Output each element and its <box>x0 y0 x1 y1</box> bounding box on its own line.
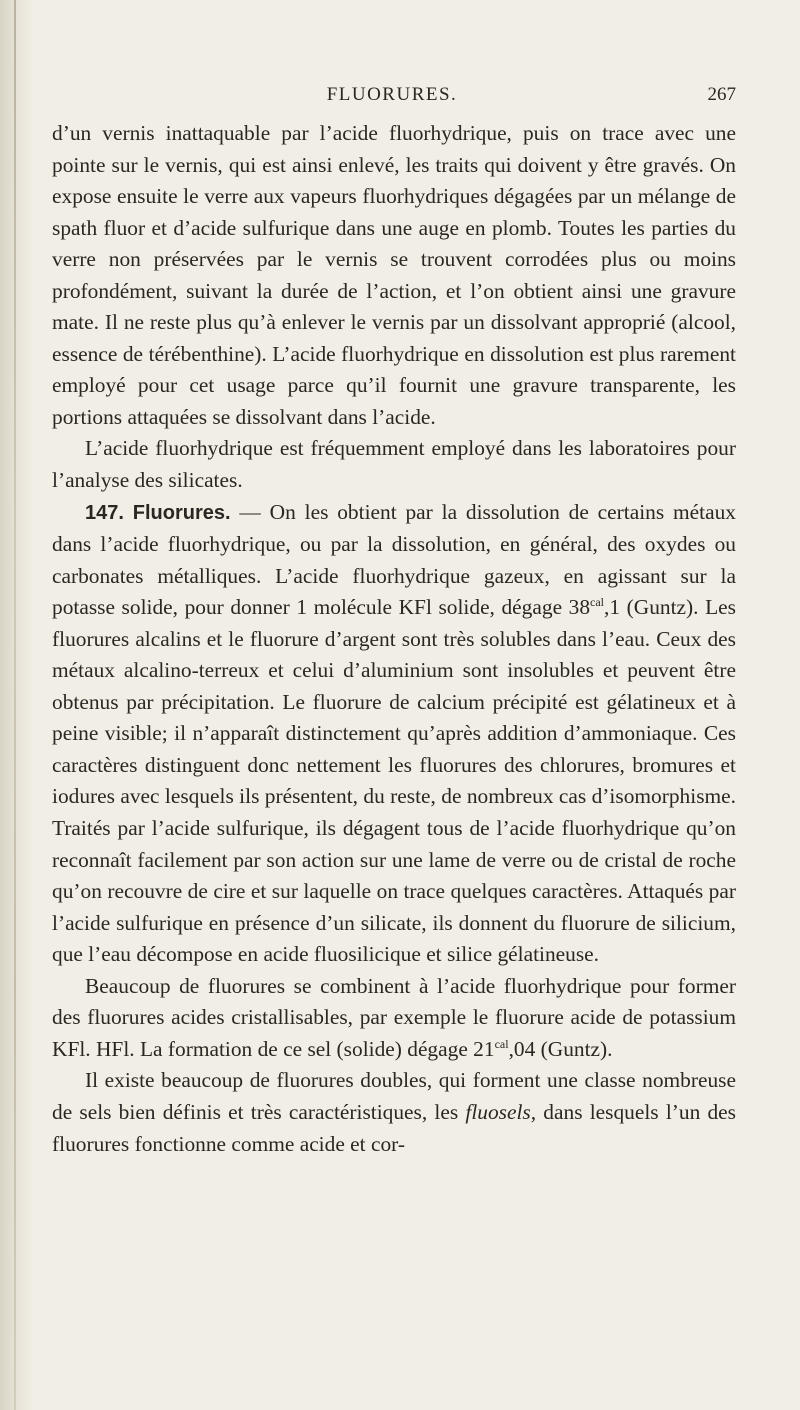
paragraph-5: Il existe beaucoup de fluorures doubles, qui forment une classe nombreuse de sels bien définis et très caractéristiques, les fluosels, dans lesquels l’un des fluorures fonctionne comme acide et cor- <box>52 1068 737 1156</box>
paragraph-2: L’acide fluorhydrique est fréquemment employé dans les laboratoires pour l’analyse des silicates. <box>52 436 736 493</box>
running-head: FLUORURES. <box>326 84 458 105</box>
italic-term: fluosels, <box>465 1099 537 1124</box>
section-title: Fluorures. <box>132 501 231 524</box>
section-number: 147. <box>85 501 124 524</box>
page-gutter-shadow <box>0 0 34 1410</box>
binding-edge <box>14 0 16 1410</box>
paragraph-1: d’un vernis inattaquable par l’acide fluorhydrique, puis on trace avec une pointe sur le vernis, qui est ainsi enlevé, les traits qui doivent y être gravés. On expose ensuite le verre aux vapeurs fluorhydriques dégagées par un mélange de spath fluor et d’acide sulfurique dans une auge en plomb. Toutes les parties du verre non préservées par le vernis se trouvent corrodées plus ou moins profondément, suivant la durée de l’action, et l’on obtient ainsi une gravure mate. Il ne reste plus qu’à enlever le vernis par un dissolvant approprié (alcool, essence de térébenthine). L’acide fluorhydrique en dissolution est plus rarement employé pour cet usage parce qu’il fournit une gravure transparente, les portions attaquées se dissolvant dans l’acide. <box>52 121 736 429</box>
page-header <box>48 84 736 114</box>
paragraph-section-147: 147. Fluorures. — On les obtient par la dissolution de certains métaux dans l’acide fluorhydrique, ou par la dissolution, en général, des oxydes ou carbonates métalliques. L’acide fluorhydrique gazeux, en agissant sur la potasse solide, pour donner 1 molécule KFl solide, dégage $38^{cal},1$ (Guntz). Les fluorures alcalins et le fluorure d’argent sont très solubles dans l’eau. Ceux des métaux alcalino-terreux et celui d’aluminium sont insolubles et peuvent être obtenus par précipitation. Le fluorure de calcium précipité est gélatineux et à peine visible; il n’apparaît distinctement qu’après addition d’ammoniaque. Ces caractères distinguent donc nettement les fluorures des chlorures, bromures et iodures avec lesquels ils présentent, du reste, de nombreux cas d’isomorphisme. Traités par l’acide sulfurique, ils dégagent tous de l’acide fluorhydrique qu’on reconnaît facilement par son action sur une lame de verre ou de cristal de roche qu’on recouvre de cire et sur laquelle on trace quelques caractères. Attaqués par l’acide sulfurique en présence d’un silicate, ils donnent du fluorure de silicium, que l’eau décompose en acide fluosilicique et silice gélatineuse. <box>52 499 736 967</box>
body-text <box>52 118 736 1160</box>
page-number: 267 <box>707 84 736 105</box>
paragraph-4: Beaucoup de fluorures se combinent à l’acide fluorhydrique pour former des fluorures acides cristallisables, par exemple le fluorure acide de potassium KFl. HFl. La formation de ce sel (solide) dégage $21^{cal},04$ (Guntz). <box>52 973 736 1061</box>
